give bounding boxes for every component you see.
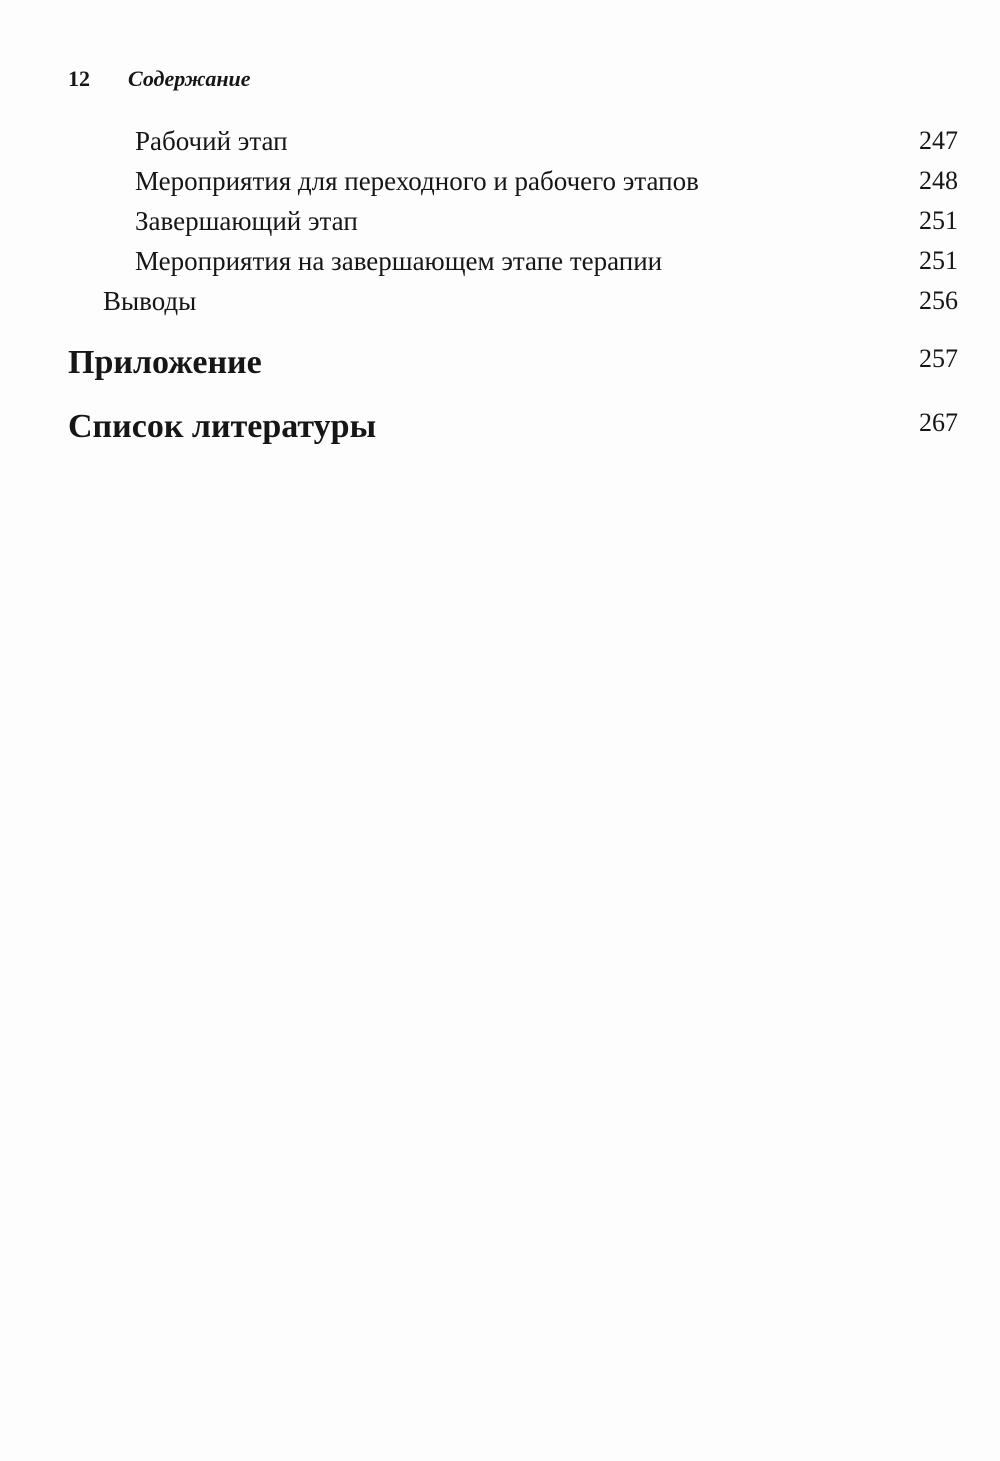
toc-entry-page: 247 <box>919 126 958 155</box>
toc-entry-page: 251 <box>919 206 958 235</box>
toc-entry <box>0 126 1000 157</box>
toc-chapter-entry <box>0 408 1000 446</box>
toc-entry-page: 251 <box>919 246 958 275</box>
toc-chapter-title: Приложение <box>68 344 262 381</box>
toc-entry-page: 248 <box>919 166 958 195</box>
toc-entry-title: Завершающий этап <box>135 206 358 236</box>
toc-entry-title: Выводы <box>103 286 197 316</box>
toc-entry-title: Мероприятия на завершающем этапе терапии <box>135 246 663 276</box>
toc-entry <box>0 206 1000 237</box>
running-head-title: Содержание <box>128 66 251 91</box>
toc-entry-page: 267 <box>919 408 958 437</box>
toc-chapter-entry <box>0 344 1000 382</box>
toc-entry-title: Рабочий этап <box>135 126 288 156</box>
toc-entry <box>0 286 1000 317</box>
toc-entry <box>0 246 1000 277</box>
toc-entry-page: 256 <box>919 286 958 315</box>
toc-chapter-title: Список литературы <box>68 408 377 445</box>
page-number: 12 <box>68 66 90 91</box>
toc-entry-title: Мероприятия для переходного и рабочего этапов <box>135 166 699 196</box>
toc-entry-page: 257 <box>919 344 958 373</box>
toc-entry <box>0 166 1000 197</box>
running-head <box>68 66 251 96</box>
